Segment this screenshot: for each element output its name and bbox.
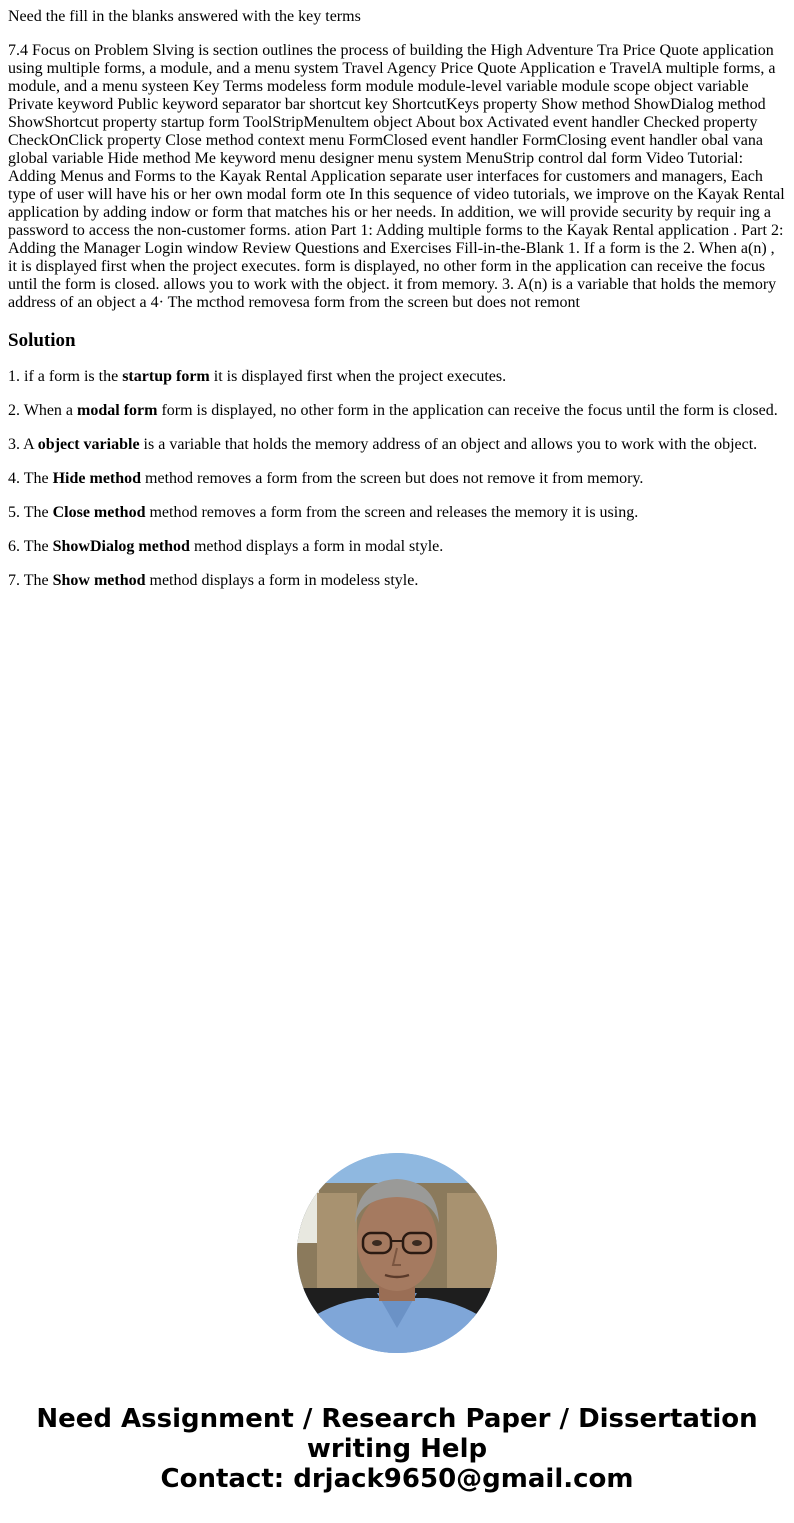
answer-term: ShowDialog method [52, 538, 190, 555]
answer-text: 4. The [8, 470, 53, 487]
answer-term: Close method [52, 504, 146, 521]
question-body: 7.4 Focus on Problem Slving is section outlines the process of building the High Adventure Tra Price Quote application using multiple forms, a module, and a menu system Travel Agency Price Quote Application e TravelA multiple forms, a module, and a menu systeen Key Terms modeless form module module-level variable module scope object variable Private keyword Public keyword separator bar shortcut key ShortcutKeys property Show method ShowDialog method ShowShortcut property startup form ToolStripMenultem object About box Activated event handler Checked property CheckOnClick property Close method context menu FormClosed event handler FormClosing event handler obal vana global variable Hide method Me keyword menu designer menu system MenuStrip control dal form Video Tutorial: Adding Menus and Forms to the Kayak Rental Application separate user interfaces for customers and managers, Each type of user will have his or her own modal form ote In this sequence of video tutorials, we improve on the Kayak Rental application by adding indow or form that matches his or her needs. In addition, we will provide security by requir ing a password to access the non-customer forms. ation Part 1: Adding multiple forms to the Kayak Rental application . Part 2: Adding the Manager Login window Review Questions and Exercises Fill-in-the-Blank 1. If a form is the 2. When a(n) , it is displayed first when the project executes. form is displayed, no other form in the application can receive the focus until the form is closed. allows you to work with the object. it from memory. 3. A(n) is a variable that holds the memory address of an object a 4· The mcthod removesa form from the screen but does not remont [8, 42, 785, 311]
answer-text: method displays a form in modeless style. [145, 572, 419, 589]
answer-term: object variable [37, 436, 140, 453]
answer-term: modal form [77, 402, 158, 419]
answer-term: startup form [122, 368, 210, 385]
answer-text: method removes a form from the screen and releases the memory it is using. [145, 504, 639, 521]
answer-text: it is displayed first when the project executes. [209, 368, 507, 385]
answer-text: method displays a form in modal style. [189, 538, 444, 555]
answer-item-3 [8, 436, 786, 454]
solution-heading: Solution [8, 330, 76, 351]
answer-text: 3. A [8, 436, 38, 453]
answer-item-6 [8, 538, 786, 556]
author-avatar [297, 1153, 497, 1353]
answer-text: is a variable that holds the memory address of an object and allows you to work with the object. [139, 436, 758, 453]
answer-text: method removes a form from the screen but does not remove it from memory. [141, 470, 644, 487]
answer-term: Show method [52, 572, 146, 589]
promo-line-2: writing Help [306, 1434, 488, 1464]
answer-item-4 [8, 470, 786, 488]
answer-item-5 [8, 504, 786, 522]
person-photo-icon [297, 1153, 497, 1353]
question-title: Need the fill in the blanks answered with the key terms [8, 8, 361, 25]
answer-text: 5. The [8, 504, 53, 521]
answer-item-2 [8, 402, 786, 420]
promo-banner [0, 1404, 794, 1494]
page-content [0, 0, 794, 590]
promo-contact: Contact: drjack9650@gmail.com [160, 1464, 634, 1494]
answer-item-7 [8, 572, 786, 590]
answer-text: 1. if a form is the [8, 368, 123, 385]
answer-text: 6. The [8, 538, 53, 555]
answer-text: 7. The [8, 572, 53, 589]
answer-text: 2. When a [8, 402, 78, 419]
answer-text: form is displayed, no other form in the application can receive the focus until the form is closed. [157, 402, 778, 419]
answer-term: Hide method [52, 470, 142, 487]
promo-line-1: Need Assignment / Research Paper / Dissertation [36, 1404, 758, 1434]
answer-item-1 [8, 368, 786, 386]
